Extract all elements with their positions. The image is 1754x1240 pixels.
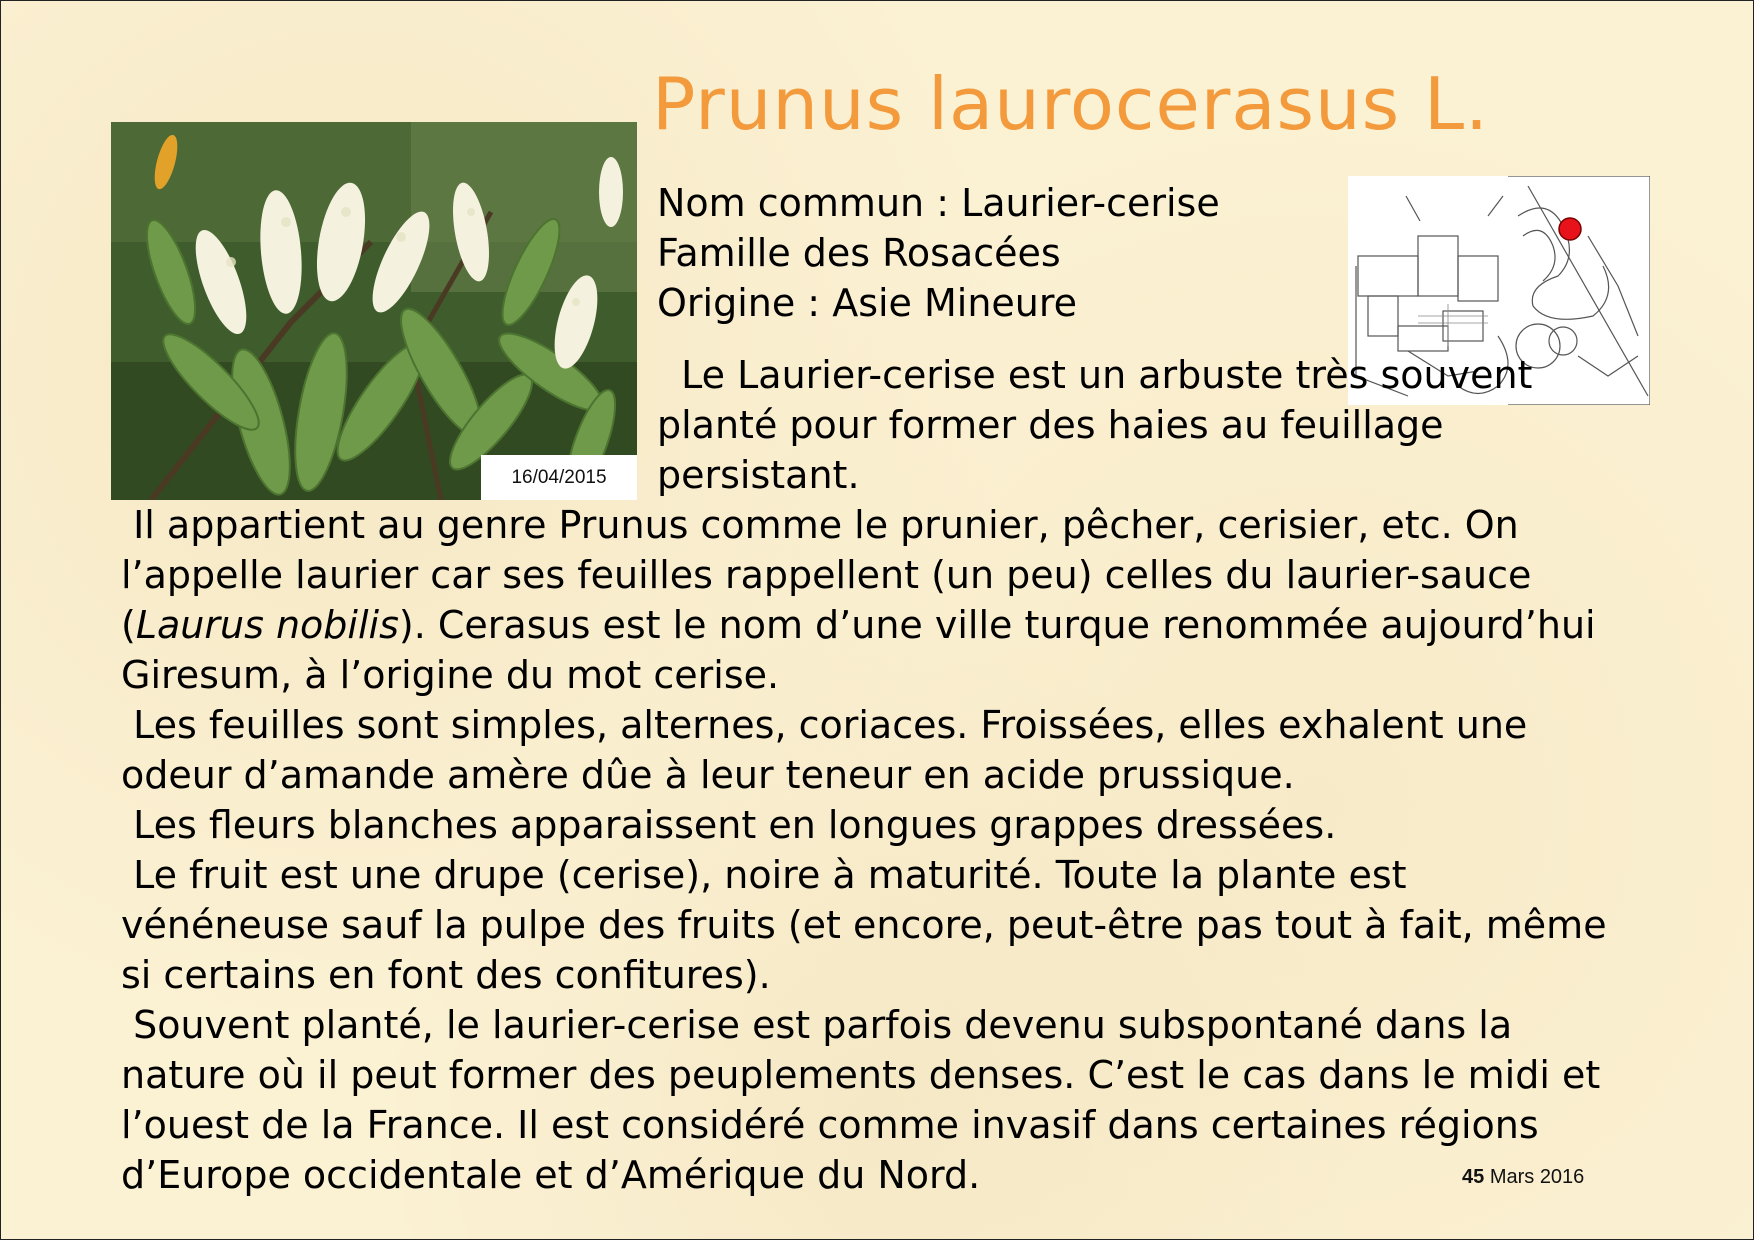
body-line	[121, 600, 1641, 650]
body-line: d’Europe occidentale et d’Amérique du Nord.	[121, 1153, 981, 1197]
body-line: odeur d’amande amère dûe à leur teneur en acide prussique.	[121, 753, 1295, 797]
intro-line: persistant.	[657, 453, 860, 497]
body-text: ). Cerasus est le nom d’une ville turque renommée aujourd’hui	[398, 603, 1596, 647]
latin-name: Laurus nobilis	[135, 603, 399, 647]
plant-photo	[111, 122, 637, 500]
plant-family: Famille des Rosacées	[657, 231, 1061, 275]
location-marker-icon	[1559, 218, 1581, 240]
body-line: Giresum, à l’origine du mot cerise.	[121, 653, 780, 697]
body-line: Souvent planté, le laurier-cerise est parfois devenu subspontané dans la	[121, 1003, 1513, 1047]
intro-paragraph	[657, 350, 1607, 500]
photo-date-label: 16/04/2015	[481, 455, 637, 500]
body-line: vénéneuse sauf la pulpe des fruits (et encore, peut-être pas tout à fait, même	[121, 903, 1607, 947]
description-body	[121, 500, 1641, 1200]
plant-info	[657, 178, 1220, 328]
page-title: Prunus laurocerasus L.	[652, 62, 1490, 146]
common-name: Nom commun : Laurier-cerise	[657, 181, 1220, 225]
body-line: l’appelle laurier car ses feuilles rappellent (un peu) celles du laurier-sauce	[121, 553, 1532, 597]
body-line: Les feuilles sont simples, alternes, coriaces. Froissées, elles exhalent une	[121, 703, 1528, 747]
body-line: Les fleurs blanches apparaissent en longues grappes dressées.	[121, 803, 1337, 847]
body-line: Le fruit est une drupe (cerise), noire à maturité. Toute la plante est	[121, 853, 1407, 897]
body-line: si certains en font des confitures).	[121, 953, 771, 997]
body-line: nature où il peut former des peuplements denses. C’est le cas dans le midi et	[121, 1053, 1601, 1097]
intro-line: Le Laurier-cerise est un arbuste très souvent	[657, 353, 1533, 397]
footer-date: Mars 2016	[1489, 1166, 1585, 1188]
plant-photo-illustration	[111, 122, 637, 500]
page-footer	[1462, 1166, 1584, 1189]
paren-open: (	[121, 603, 136, 647]
plant-origin: Origine : Asie Mineure	[657, 281, 1078, 325]
page-number: 45	[1462, 1166, 1485, 1188]
body-line: Il appartient au genre Prunus comme le prunier, pêcher, cerisier, etc. On	[121, 503, 1519, 547]
intro-line: planté pour former des haies au feuillage	[657, 403, 1444, 447]
body-line: l’ouest de la France. Il est considéré comme invasif dans certaines régions	[121, 1103, 1539, 1147]
